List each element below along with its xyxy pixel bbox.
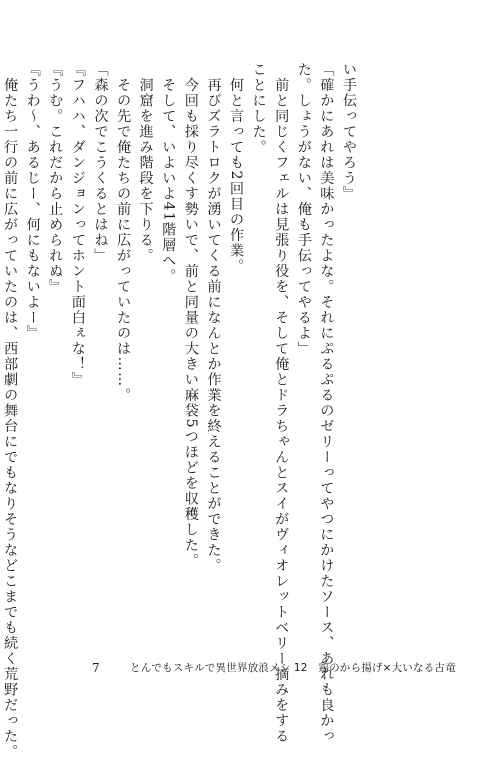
text-line: 前と同じくフェルは見張り役を、そして俺とドラちゃんとスイがヴィオレットベリー摘みをする bbox=[273, 62, 290, 744]
text-line: 「森の次でこうくるとはね」 bbox=[92, 62, 109, 264]
text-line: 再びズラトロクが湧いてくる前になんとか作業を終えることができた。 bbox=[205, 62, 222, 574]
text-line: 今回も採り尽くす勢いで、前と同量の大きい麻袋5つほどを収穫した。 bbox=[182, 62, 199, 569]
text-line: た。しょうがない、俺も手伝ってやるよ」 bbox=[295, 62, 312, 357]
text-line: 『うむ。これだから止められぬ』 bbox=[47, 62, 64, 295]
text-line: ことにした。 bbox=[250, 62, 267, 155]
page-number: 7 bbox=[92, 661, 100, 675]
text-line: 『フハハ、ダンジョンってホント面白ぇな！』 bbox=[69, 62, 86, 388]
running-title: とんでもスキルで異世界放浪メシ 12 鶏のから揚げ×大いなる古竜 bbox=[130, 662, 456, 674]
text-line: い手伝ってやろう』 bbox=[341, 62, 357, 202]
text-line: 俺たち一行の前に広がっていたのは、西部劇の舞台にでもなりそうなどこまでも続く荒野だった。 bbox=[2, 62, 19, 760]
text-line: 『うわ〜、あるじー、何にもないよー』 bbox=[24, 62, 41, 341]
text-line: 「確かにあれは美味かったよな。それにぷるぷるのゼリーってやつにかけたソース、あれも良かっ bbox=[318, 62, 335, 744]
text-line: そして、いよいよ41階層へ。 bbox=[160, 62, 177, 285]
text-line: 洞窟を進み階段を下りる。 bbox=[137, 62, 154, 264]
text-line: その先で俺たちの前に広がっていたのは……。 bbox=[115, 62, 132, 403]
page-footer bbox=[0, 660, 500, 676]
text-line: 何と言っても2回目の作業。 bbox=[228, 62, 245, 274]
